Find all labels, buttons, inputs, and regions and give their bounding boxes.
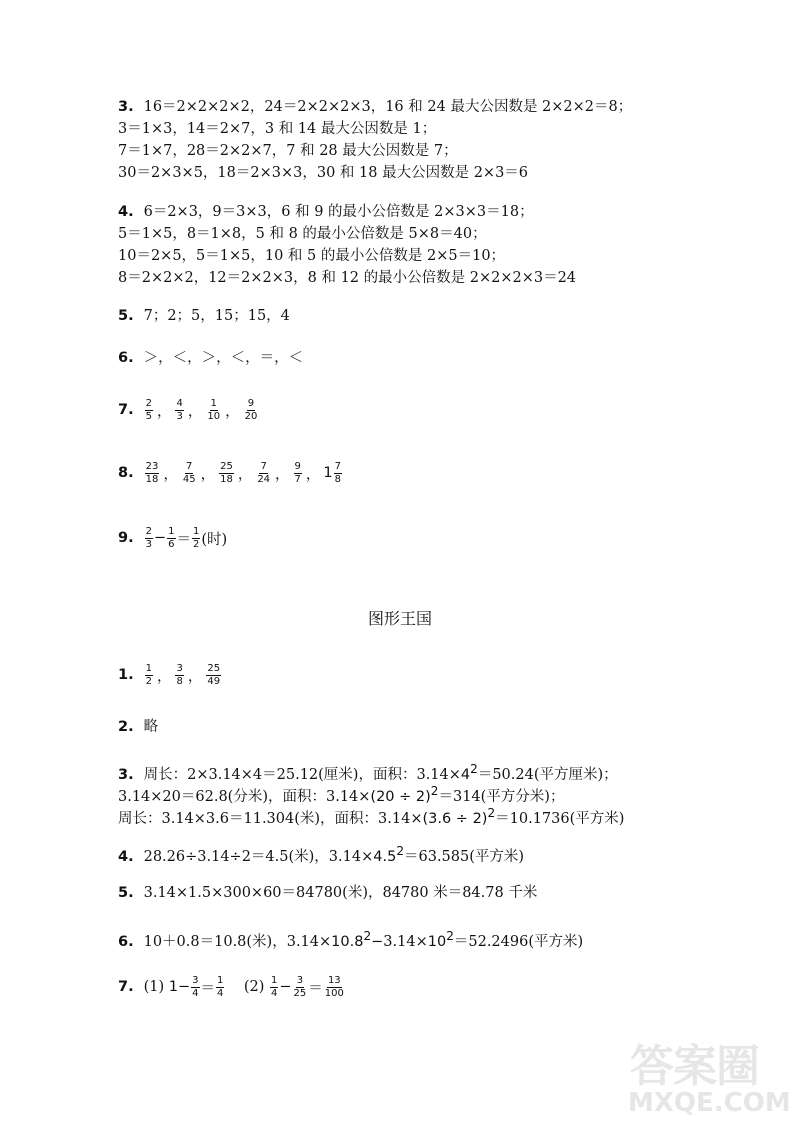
fraction: $\frac{1}{10}$ [207, 397, 221, 422]
answer-9 [118, 518, 760, 558]
unit: (时) [201, 531, 228, 548]
answer-line: 5＝1×5，8＝1×8，5 和 8 的最小公倍数是 5×8＝40； [118, 226, 487, 242]
fraction: $\frac{2}{3}$ [145, 525, 152, 550]
question-number: 7. [118, 979, 134, 995]
fraction: $\frac{4}{3}$ [176, 397, 183, 422]
fraction: $\frac{1}{4}$ [271, 974, 278, 999]
question-number: 6. [118, 350, 134, 366]
minus-sign: − [178, 979, 191, 995]
fraction: $\frac{9}{20}$ [244, 397, 258, 422]
math-expr: (3.6 ÷ 2) [422, 810, 488, 827]
math-expr: 10.8 [331, 933, 364, 950]
answer-3-gcd [118, 96, 760, 184]
fraction: $\frac{3}{8}$ [176, 662, 183, 687]
answer-text: 28.26÷3.14÷2＝4.5(米)，3.14× [143, 848, 374, 865]
fraction: $\frac{23}{18}$ [145, 460, 159, 485]
geometry-answer-4 [118, 840, 760, 865]
question-number: 3. [118, 766, 134, 783]
fraction: $\frac{7}{24}$ [257, 460, 271, 485]
answer-line: 6＝2×3，9＝3×3，6 和 9 的最小公倍数是 2×3×3＝18； [143, 204, 534, 220]
answer-6 [118, 347, 760, 369]
answer-text: ＝10.1736(平方米) [495, 810, 625, 827]
fraction: $\frac{1}{6}$ [168, 525, 175, 550]
fraction: $\frac{1}{4}$ [217, 974, 224, 999]
answer-text: ＝52.2496(平方米) [453, 933, 584, 950]
math-expr: 10 [427, 933, 447, 950]
question-number: 2. [118, 719, 134, 735]
math-expr: 4.5 [373, 848, 397, 865]
answer-text: ＞，＜，＞，＜，＝，＜ [143, 350, 304, 366]
answer-line: 7＝1×7，28＝2×2×7，7 和 28 最大公因数是 7； [118, 143, 458, 159]
equals-sign: ＝ [176, 531, 192, 548]
answer-5 [118, 305, 760, 327]
answer-line: 30＝2×3×5，18＝2×3×3，30 和 18 最大公因数是 2×3＝6 [118, 165, 529, 181]
answer-line: 8＝2×2×2，12＝2×2×3，8 和 12 的最小公倍数是 2×2×2×3＝24 [118, 270, 577, 286]
exponent: 2 [446, 929, 454, 943]
math-expr: 1 [168, 979, 178, 995]
answer-text: ＝50.24(平方厘米)； [477, 766, 618, 783]
answer-line: 10＝2×5，5＝1×5，10 和 5 的最小公倍数是 2×5＝10； [118, 248, 506, 264]
math-expr: 4 [460, 766, 471, 783]
question-number: 9. [118, 530, 134, 546]
answer-line: 16＝2×2×2×2，24＝2×2×2×3，16 和 24 最大公因数是 2×2×2＝8； [143, 99, 633, 115]
part-label: (1) [143, 979, 165, 995]
question-number: 6. [118, 933, 134, 950]
equals-sign: ＝ [308, 980, 323, 997]
fraction: $\frac{3}{4}$ [192, 974, 199, 999]
math-expr: (20 ÷ 2) [370, 788, 431, 805]
minus-sign: − [153, 530, 167, 546]
fraction: $\frac{7}{8}$ [334, 460, 342, 485]
question-number: 4. [118, 848, 134, 865]
exponent: 2 [470, 762, 478, 776]
fraction: $\frac{2}{5}$ [145, 397, 152, 422]
section-title: 图形王国 [367, 609, 432, 628]
answer-text: 周长：3.14×3.6＝11.304(米)，面积：3.14× [118, 810, 423, 827]
exponent: 2 [430, 784, 439, 798]
site-watermark [628, 1030, 793, 1125]
answer-8: 8. $\frac{23}{18}$ ， $\frac{7}{45}$ ， $\frac{25}{18}$ ， $\frac{7}{24}$ ， $\frac{9}{7}$ ， 1 $\frac{7}{8}$ [118, 460, 342, 485]
question-number: 5. [118, 885, 134, 901]
exponent: 2 [396, 844, 404, 858]
answer-text: ＝314(平方分米)； [438, 788, 565, 805]
geometry-answer-7 [118, 967, 760, 1007]
answer-text: ＝63.585(平方米) [404, 848, 525, 865]
minus-sign: − [279, 979, 292, 995]
answer-4-lcm [118, 201, 760, 289]
part-label: (2) [243, 979, 265, 995]
fraction: $\frac{1}{2}$ [193, 525, 200, 550]
fraction: $\frac{3}{25}$ [293, 974, 307, 999]
fraction: $\frac{25}{49}$ [207, 662, 221, 687]
geometry-answer-1: 1. $\frac{1}{2}$ ， $\frac{3}{8}$ ， $\frac{25}{49}$ [118, 662, 221, 687]
mixed-whole: 1 [323, 465, 333, 481]
geometry-answer-2 [118, 716, 760, 738]
fraction: $\frac{9}{7}$ [294, 460, 301, 485]
fraction: $\frac{13}{100}$ [324, 974, 344, 999]
answer-text: 周长：2×3.14×4＝25.12(厘米)，面积：3.14× [143, 766, 461, 783]
answer-text: 3.14×1.5×300×60＝84780(米)，84780 米＝84.78 千米 [143, 885, 538, 901]
geometry-answer-3 [118, 758, 760, 827]
answer-text: 7；2；5，15；15，4 [143, 308, 290, 324]
question-number: 4. [118, 204, 134, 220]
question-number: 8. [118, 465, 134, 481]
question-number: 7. [118, 402, 134, 418]
question-number: 3. [118, 99, 134, 115]
watermark-logo-text: 答案圈 [630, 1041, 759, 1092]
equals-sign: ＝ [200, 980, 216, 997]
answer-7: 7. $\frac{2}{5}$ ， $\frac{4}{3}$ ， $\frac{1}{10}$ ， $\frac{9}{20}$ [118, 397, 258, 422]
answer-line: 3＝1×3，14＝2×7，3 和 14 最大公因数是 1； [118, 121, 437, 137]
fraction: $\frac{25}{18}$ [220, 460, 233, 485]
fraction: $\frac{1}{2}$ [145, 662, 152, 687]
answer-text: −3.14× [371, 933, 428, 950]
answer-text: 3.14×20＝62.8(分米)，面积：3.14× [118, 788, 371, 805]
question-number: 5. [118, 308, 134, 324]
watermark-url: MXQE.COM [628, 1088, 791, 1118]
exponent: 2 [487, 806, 496, 820]
geometry-answer-5 [118, 882, 760, 904]
geometry-answer-6 [118, 925, 760, 950]
question-number: 1. [118, 667, 134, 683]
answer-text: 略 [143, 719, 159, 735]
answer-text: 10＋0.8＝10.8(米)，3.14× [143, 933, 332, 950]
fraction: $\frac{7}{45}$ [182, 460, 196, 485]
exponent: 2 [363, 929, 372, 943]
